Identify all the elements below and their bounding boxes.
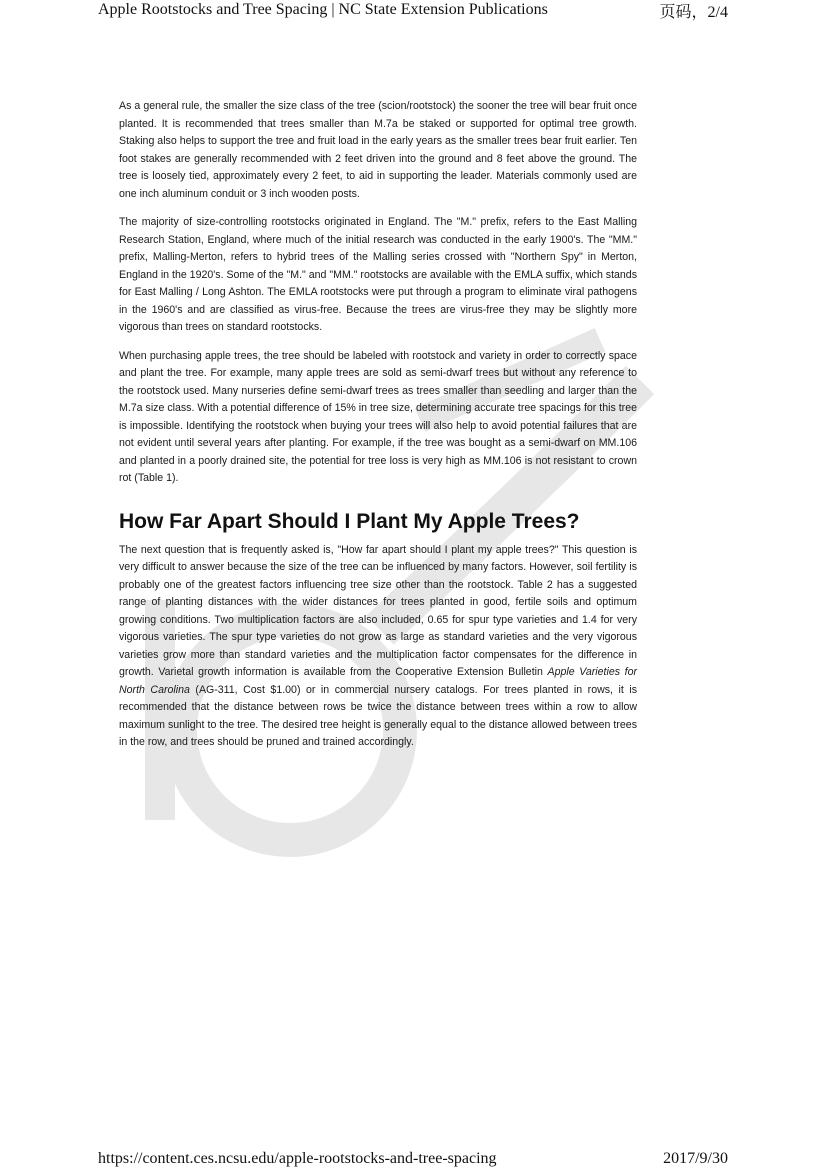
document-title: Apple Rootstocks and Tree Spacing | NC State Extension Publications <box>98 1 548 18</box>
paragraph-purchasing: When purchasing apple trees, the tree should be labeled with rootstock and variety in order to correctly space and plant the tree. For example, many apple trees are sold as semi-dwarf trees but without any reference to the rootstock used. Many nurseries define semi-dwarf trees as trees smaller than seedling and larger than the M.7a size class. With a potential difference of 15% in tree size, determining accurate tree spacings for this tree is impossible. Identifying the rootstock when buying your trees will also help to avoid potential failures that are not evident until several years after planting. For example, if the tree was bought as a semi-dwarf on MM.106 and planted in a poorly drained site, the potential for tree loss is very high as MM.106 is not resistant to crown rot (Table 1). <box>119 349 637 484</box>
page-url: https://content.ces.ncsu.edu/apple-rootstocks-and-tree-spacing <box>98 1150 497 1167</box>
paragraph-staking: As a general rule, the smaller the size class of the tree (scion/rootstock) the sooner the tree will bear fruit once planted. It is recommended that trees smaller than M.7a be staked or supported for optimal tree growth. Staking also helps to support the tree and fruit load in the early years as the smaller trees bear fruit earlier. Ten foot stakes are generally recommended with 2 feet driven into the ground and 8 feet above the ground. The tree is loosely tied, approximately every 2 feet, to aid in supporting the leader. Materials commonly used are one inch aluminum conduit or 3 inch wooden posts. <box>119 100 637 200</box>
print-footer <box>98 1149 728 1169</box>
spacing-text-part2: (AG-311, Cost $1.00) or in commercial nursery catalogs. For trees planted in rows, it is recommended that the distance between rows be twice the distance between trees within a row to allow maximum sunlight to the tree. The desired tree height is generally equal to the distance allowed between trees in the row, and trees should be pruned and trained accordingly. <box>119 683 637 748</box>
bulletin-title: Apple Varieties for North Carolina <box>119 666 637 696</box>
page-number: 页码，2/4 <box>659 3 728 21</box>
print-header <box>98 0 728 20</box>
paragraph-spacing <box>119 542 637 752</box>
section-heading: How Far Apart Should I Plant My Apple Trees? <box>119 509 580 533</box>
paragraph-rootstock-origins: The majority of size-controlling rootstocks originated in England. The "M." prefix, refers to the East Malling Research Station, England, where much of the initial research was conducted in the early 1900's. The "MM." prefix, Malling-Merton, refers to hybrid trees of the Malling series crossed with "Northern Spy" in Merton, England in the 1920's. Some of the "M." and "MM." rootstocks are available with the EMLA suffix, which stands for East Malling / Long Ashton. The EMLA rootstocks were put through a program to eliminate viral pathogens in the 1960's and are classified as virus-free. Because the trees are virus-free they may be slightly more vigorous than trees on standard rootstocks. <box>119 216 637 333</box>
article-body <box>119 98 637 763</box>
print-date: 2017/9/30 <box>663 1150 728 1167</box>
spacing-text-part1: The next question that is frequently asked is, "How far apart should I plant my apple trees?" This question is very difficult to answer because the size of the tree can be influenced by many factors. However, soil fertility is probably one of the greatest factors influencing tree size other than the rootstock. Table 2 has a suggested range of planting distances with the wider distances for trees planted in good, fertile soils and optimum growing conditions. Two multiplication factors are also included, 0.65 for spur type varieties and 1.4 for very vigorous varieties. The spur type varieties do not grow as large as standard varieties and the very vigorous varieties grow more than standard varieties and the multiplication factor compensates for the difference in growth. Varietal growth information is available from the Cooperative Extension Bulletin <box>119 543 637 678</box>
